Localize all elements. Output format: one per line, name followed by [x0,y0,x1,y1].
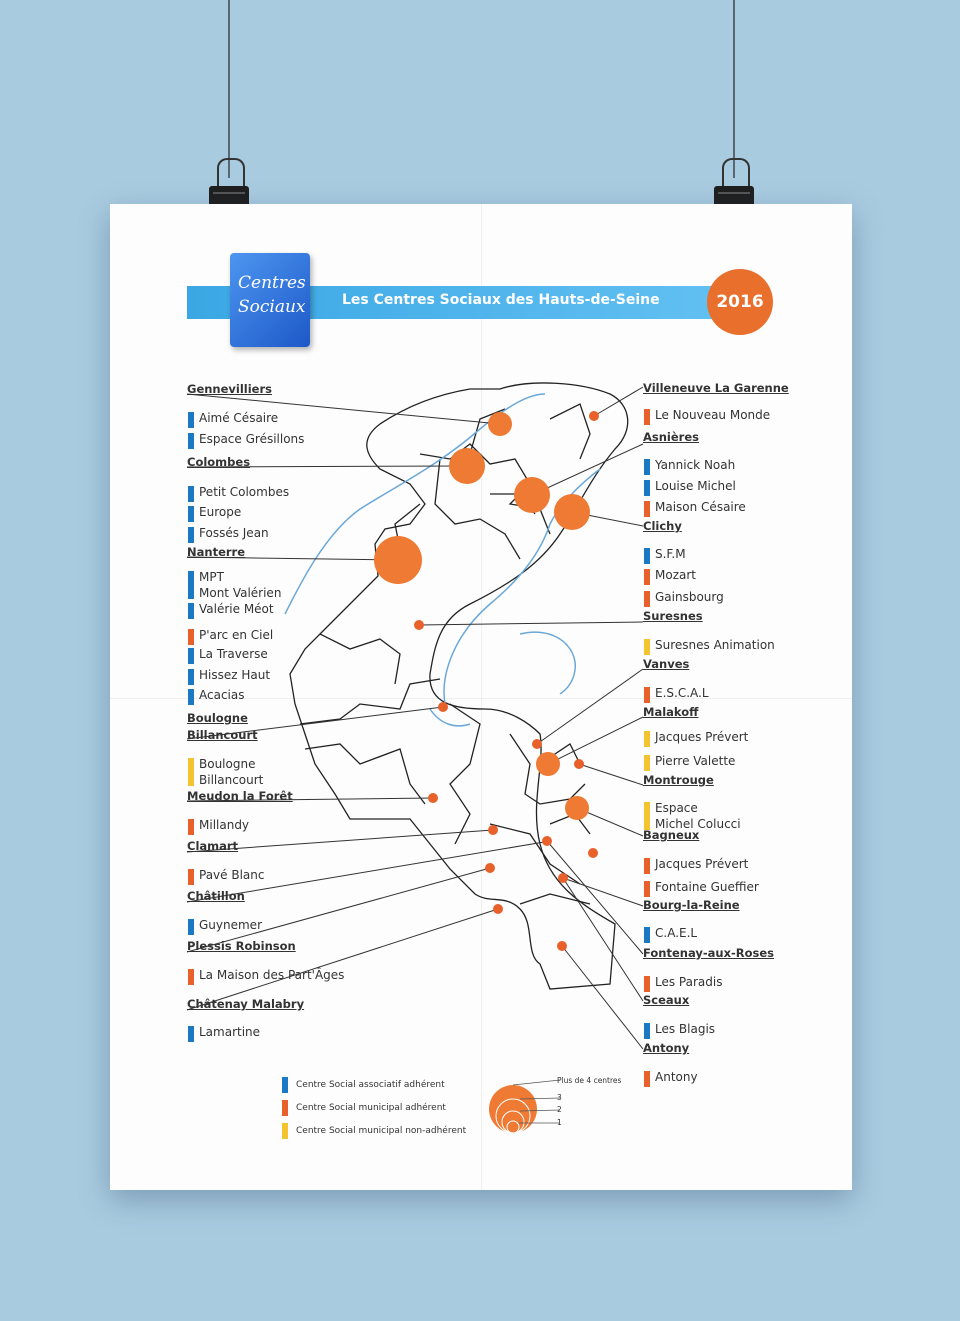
leader-line-malakoff [548,717,643,764]
centre-bubble-clichy [554,494,590,530]
centre-item-mpt-mont-valerien: MPT Mont Valérien [199,570,281,600]
centre-item-maison-cesaire: Maison Césaire [655,500,746,514]
centre-item-europe: Europe [199,505,241,519]
centre-item-louise-michel: Louise Michel [655,479,736,493]
city-label-chatillon: Châtillon [187,889,245,903]
centre-item-mozart: Mozart [655,568,696,582]
centre-type-swatch [188,486,194,502]
centre-type-swatch [188,603,194,619]
city-label-asnieres: Asnières [643,430,699,444]
poster-title: Les Centres Sociaux des Hauts-de-Seine [342,292,660,308]
legend-non-adherent-label: Centre Social municipal non-adhérent [296,1126,467,1136]
centre-item-antony: Antony [655,1070,698,1084]
centre-type-swatch [644,927,650,943]
city-label-bagneux: Bagneux [643,828,700,842]
centre-type-swatch [644,1071,650,1087]
city-label-fontenay-aux-roses: Fontenay-aux-Roses [643,946,775,960]
centre-bubble-asnieres [514,477,550,513]
centre-type-swatch [644,881,650,897]
centre-item-jacques-prevert: Jacques Prévert [655,857,748,871]
centre-type-swatch [644,1023,650,1039]
centre-bubble-boulogne-billancourt [438,702,448,712]
logo-text-line1: Centres [238,273,306,293]
size-label-3: 3 [557,1093,562,1102]
city-label-nanterre: Nanterre [187,545,246,559]
centre-bubble-montrouge [574,759,584,769]
legend-swatch-municipal [282,1100,288,1116]
centre-bubble-colombes [449,448,485,484]
city-label-montrouge: Montrouge [643,773,714,787]
centre-item-acacias: Acacias [199,688,245,702]
centre-item-fosses-jean: Fossés Jean [199,526,269,540]
city-label-sceaux: Sceaux [643,993,690,1007]
city-label-villeneuve-la-garenne: Villeneuve La Garenne [643,381,789,395]
centre-bubble-sceaux [542,836,552,846]
centre-type-swatch [644,459,650,475]
legend-swatch-associatif [282,1077,288,1093]
centre-item-c-a-e-l: C.A.E.L [655,926,697,940]
leader-line-antony [562,946,643,1049]
centre-item-e-s-c-a-l: E.S.C.A.L [655,686,709,700]
centre-type-swatch [188,869,194,885]
centre-item-petit-colombes: Petit Colombes [199,485,289,499]
centre-type-swatch [644,501,650,517]
hanging-wire-right [733,0,735,178]
centre-type-swatch [644,755,650,771]
legend-swatch-non-adherent [282,1123,288,1139]
hanging-wire-left [228,0,230,178]
year-badge: 2016 [707,269,773,335]
centre-item-les-blagis: Les Blagis [655,1022,715,1036]
leader-line-vanves [537,669,643,744]
centre-type-swatch [188,629,194,645]
centre-item-hissez-haut: Hissez Haut [199,668,270,682]
size-label-1: 1 [557,1118,562,1127]
centre-type-swatch [188,648,194,664]
centre-item-jacques-prevert: Jacques Prévert [655,730,748,744]
centre-item-la-maison-des-part-ages: La Maison des Part'Âges [199,968,344,982]
centre-type-swatch [644,409,650,425]
centre-bubble-nanterre [374,536,422,584]
centre-bubble-suresnes [414,620,424,630]
centre-type-swatch [644,976,650,992]
centre-bubble-meudon-la-foret [428,793,438,803]
centre-item-p-arc-en-ciel: P'arc en Ciel [199,628,273,642]
centre-item-fontaine-gueffier: Fontaine Gueffier [655,880,759,894]
centre-bubble-gennevilliers [488,412,512,436]
centre-type-swatch [188,758,194,786]
leader-line-montrouge [579,764,643,785]
centre-type-swatch [188,571,194,599]
logo-text-line2: Sociaux [238,297,306,317]
centre-type-swatch [188,1026,194,1042]
size-label-4plus: Plus de 4 centres [557,1076,622,1085]
centre-bubble-malakoff [536,752,560,776]
centre-bubble-fontenay-aux-roses [558,873,568,883]
city-label-boulogne-billancourt: Boulogne Billancourt [187,711,258,742]
centre-type-swatch [644,569,650,585]
city-label-clichy: Clichy [643,519,682,533]
size-label-2: 2 [557,1105,562,1114]
centre-bubble-clamart [488,825,498,835]
centre-type-swatch [188,919,194,935]
centre-item-yannick-noah: Yannick Noah [655,458,735,472]
centre-item-la-traverse: La Traverse [199,647,268,661]
city-label-plessis-robinson: Plessis Robinson [187,939,296,953]
city-label-chatenay-malabry: Châtenay Malabry [187,997,305,1011]
centre-type-swatch [644,591,650,607]
city-label-meudon-la-foret: Meudon la Forêt [187,789,293,803]
centre-type-swatch [188,819,194,835]
centre-type-swatch [644,548,650,564]
centre-item-le-nouveau-monde: Le Nouveau Monde [655,408,770,422]
centre-type-swatch [644,731,650,747]
centre-item-boulogne-billancourt: Boulogne Billancourt [199,757,263,787]
legend-municipal-label: Centre Social municipal adhérent [296,1103,446,1113]
centre-item-valerie-meot: Valérie Méot [199,602,274,616]
centre-item-suresnes-animation: Suresnes Animation [655,638,775,652]
centre-type-swatch [644,639,650,655]
leader-line-suresnes [419,622,643,625]
centre-type-swatch [188,527,194,543]
centre-bubble-plessis-robinson [493,904,503,914]
centre-type-swatch [188,412,194,428]
centre-type-swatch [188,689,194,705]
centre-bubble-bourg-la-reine [588,848,598,858]
centre-item-millandy: Millandy [199,818,249,832]
centre-bubble-vanves [532,739,542,749]
centre-item-pierre-valette: Pierre Valette [655,754,735,768]
centre-type-swatch [188,433,194,449]
centre-item-pave-blanc: Pavé Blanc [199,868,264,882]
centre-item-guynemer: Guynemer [199,918,262,932]
centre-type-swatch [188,506,194,522]
centre-item-lamartine: Lamartine [199,1025,260,1039]
centre-type-swatch [644,687,650,703]
city-label-clamart: Clamart [187,839,239,853]
centre-item-espace-gresillons: Espace Grésillons [199,432,304,446]
city-label-malakoff: Malakoff [643,705,699,719]
centre-type-swatch [188,669,194,685]
centre-bubble-villeneuve-la-garenne [589,411,599,421]
centre-item-espace-michel-colucci: Espace Michel Colucci [655,801,741,831]
centre-type-swatch [644,802,650,830]
city-label-gennevilliers: Gennevilliers [187,382,272,396]
centre-item-les-paradis: Les Paradis [655,975,722,989]
centre-type-swatch [644,858,650,874]
city-label-bourg-la-reine: Bourg-la-Reine [643,898,740,912]
centre-type-swatch [644,480,650,496]
size-scale-circle-4plus [489,1085,537,1133]
poster [110,204,852,1190]
city-label-antony: Antony [643,1041,690,1055]
city-label-vanves: Vanves [643,657,690,671]
centre-item-s-f-m: S.F.M [655,547,686,561]
centre-bubbles [374,411,599,951]
centre-item-gainsbourg: Gainsbourg [655,590,724,604]
seine-river [285,394,600,726]
centre-type-swatch [188,969,194,985]
leader-line-bourg-la-reine [563,878,643,906]
city-label-colombes: Colombes [187,455,251,469]
centre-item-aime-cesaire: Aimé Césaire [199,411,278,425]
centre-bubble-bagneux [565,796,589,820]
centre-bubble-chatillon [485,863,495,873]
city-label-suresnes: Suresnes [643,609,703,623]
centre-bubble-antony [557,941,567,951]
legend-associatif-label: Centre Social associatif adhérent [296,1080,445,1090]
